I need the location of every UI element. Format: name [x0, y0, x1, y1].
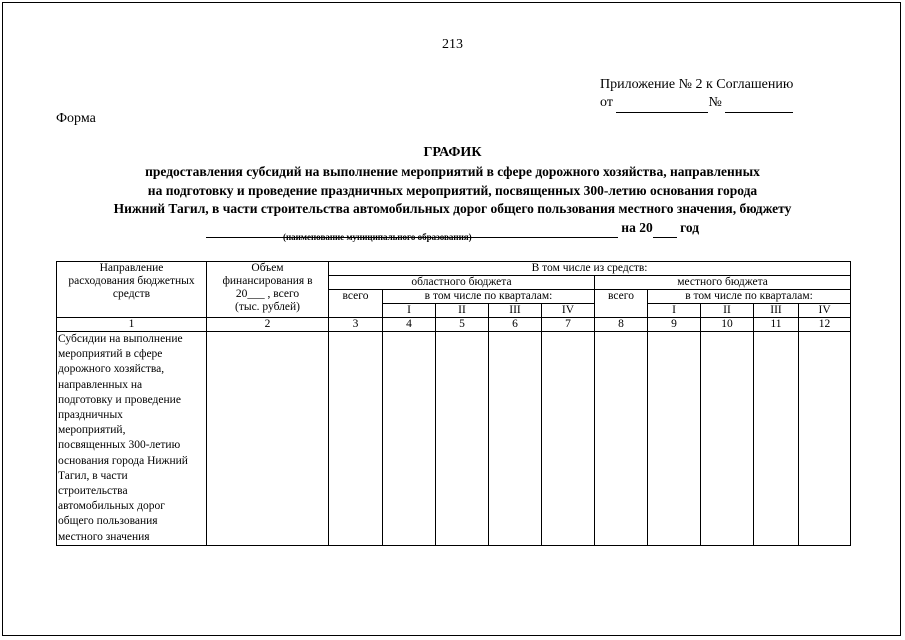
- table-cell: [329, 332, 383, 546]
- column-number: 9: [648, 318, 701, 332]
- volume-header: Объем финансирования в 20___ , всего (тыс. рублей): [207, 262, 329, 318]
- quarter-header: II: [436, 304, 489, 318]
- quarter-header: III: [754, 304, 799, 318]
- column-number: 12: [799, 318, 851, 332]
- annex-title: Приложение № 2 к Соглашению: [600, 77, 794, 92]
- year-blank: [653, 219, 677, 239]
- including-header: В том числе из средств:: [329, 262, 851, 276]
- table-cell: [542, 332, 595, 546]
- schedule-table: [56, 261, 851, 546]
- column-number: 6: [489, 318, 542, 332]
- date-blank: [616, 94, 708, 113]
- table-cell: [799, 332, 851, 546]
- table-cell: [648, 332, 701, 546]
- municipality-hint: (наименование муниципального образования): [283, 232, 472, 242]
- row-label: Субсидии на выполнение мероприятий в сфере дорожного хозяйства, направленных на подготовку и проведение праздничных мероприятий, посвященных 300-летию основания города Нижний Тагил, в части строительства автомобильных дорог общего пользования местного значения: [57, 332, 207, 546]
- quarter-header: IV: [799, 304, 851, 318]
- municipality-line: на 20 год: [0, 219, 905, 239]
- local-budget-header: местного бюджета: [595, 276, 851, 290]
- local-total-header: всего: [595, 290, 648, 318]
- table-cell: [383, 332, 436, 546]
- quarter-header: I: [648, 304, 701, 318]
- column-number: 8: [595, 318, 648, 332]
- column-number: 10: [701, 318, 754, 332]
- table-cell: [595, 332, 648, 546]
- form-label: Форма: [56, 111, 96, 126]
- document-subtitle: предоставления субсидий на выполнение мероприятий в сфере дорожного хозяйства, направленных на подготовку и проведение праздничных мероприятий, посвященных 300-летию основания города Нижний Тагил, в части строительства автомобильных дорог общего пользования местного значения, бюджету на 20 год: [0, 163, 905, 238]
- number-blank: [725, 94, 793, 113]
- header-row-1: [57, 262, 851, 276]
- column-number: 11: [754, 318, 799, 332]
- regional-quarters-header: в том числе по кварталам:: [383, 290, 595, 304]
- table-cell: [754, 332, 799, 546]
- table-row: [57, 332, 851, 546]
- direction-header: Направление расходования бюджетных средств: [57, 262, 207, 318]
- quarter-header: I: [383, 304, 436, 318]
- page-number: 213: [442, 37, 463, 52]
- column-number-row: [57, 318, 851, 332]
- column-number: 1: [57, 318, 207, 332]
- regional-budget-header: областного бюджета: [329, 276, 595, 290]
- column-number: 2: [207, 318, 329, 332]
- column-number: 4: [383, 318, 436, 332]
- table-cell: [207, 332, 329, 546]
- table-cell: [489, 332, 542, 546]
- table-cell: [436, 332, 489, 546]
- annex-block: [600, 76, 793, 113]
- local-quarters-header: в том числе по кварталам:: [648, 290, 851, 304]
- quarter-header: III: [489, 304, 542, 318]
- quarter-header: IV: [542, 304, 595, 318]
- column-number: 5: [436, 318, 489, 332]
- column-number: 3: [329, 318, 383, 332]
- annex-date-line: от №: [600, 94, 793, 113]
- quarter-header: II: [701, 304, 754, 318]
- table-cell: [701, 332, 754, 546]
- column-number: 7: [542, 318, 595, 332]
- regional-total-header: всего: [329, 290, 383, 318]
- document-title: ГРАФИК: [423, 145, 482, 160]
